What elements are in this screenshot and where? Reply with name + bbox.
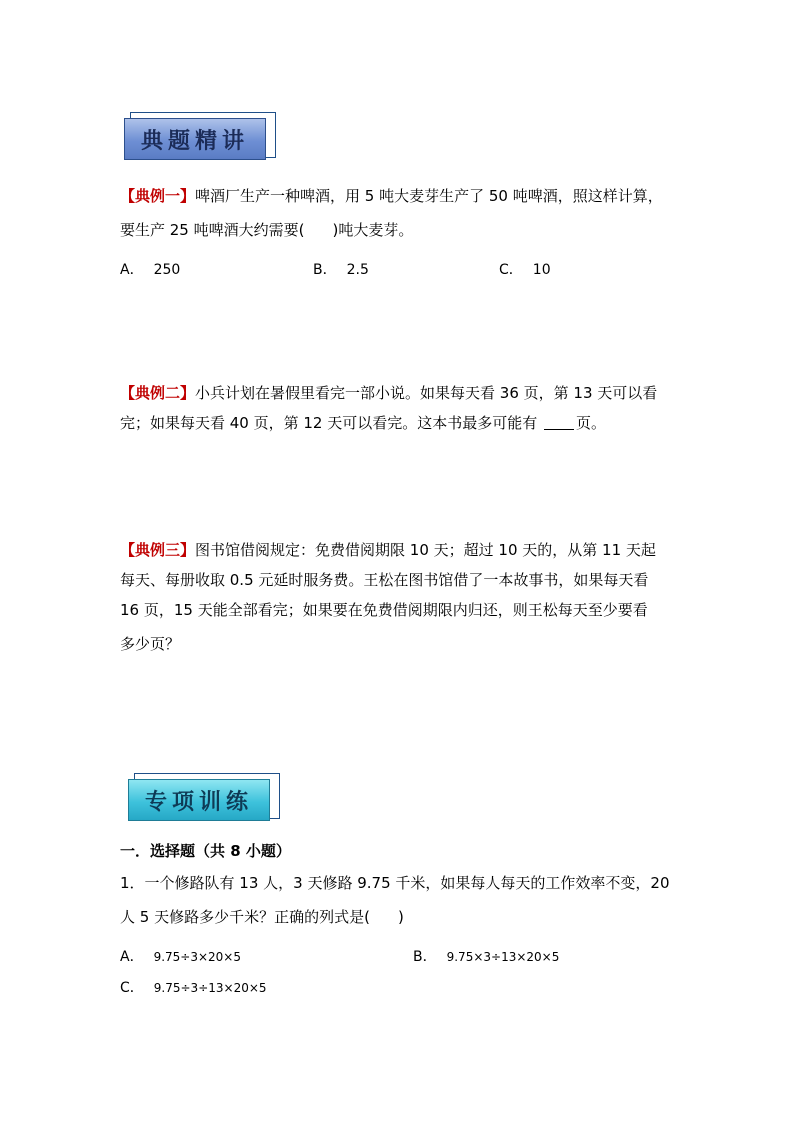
option-letter: C．: [499, 262, 523, 278]
option-value: 9.75÷3×20×5: [153, 950, 241, 964]
question-text: ): [397, 908, 404, 926]
question-1-line-1: 1．一个修路队有 13 人，3 天修路 9.75 千米，如果每人每天的工作效率不变，20: [120, 874, 670, 892]
option-value: 2.5: [346, 262, 369, 278]
section-title: 专项训练: [144, 788, 253, 815]
example-text: 啤酒厂生产一种啤酒，用 5 吨大麦芽生产了 50 吨啤酒，照这样计算，: [195, 187, 663, 205]
question-text: 人 5 天修路多少千米？正确的列式是(: [120, 908, 370, 926]
example-text: )吨大麦芽。: [332, 221, 414, 239]
q1-option-c: [120, 977, 267, 997]
option-a: [120, 259, 180, 279]
example-1-line-1: [120, 181, 663, 211]
section-title: 典题精讲: [140, 127, 249, 154]
example-text: 小兵计划在暑假里看完一部小说。如果每天看 36 页，第 13 天可以看: [195, 384, 658, 402]
example-3-line-3: 16 页，15 天能全部看完；如果要在免费借阅期限内归还，则王松每天至少要看: [120, 601, 648, 619]
example-1-line-2: [120, 215, 413, 245]
option-letter: B．: [413, 949, 437, 965]
option-letter: B．: [313, 262, 337, 278]
option-c: [499, 259, 551, 279]
example-tag: 【典例二】: [120, 384, 196, 402]
banner-face: [124, 118, 266, 160]
example-text: 页。: [576, 414, 607, 432]
example-3-line-2: 每天、每册收取 0.5 元延时服务费。王松在图书馆借了一本故事书，如果每天看: [120, 571, 649, 589]
example-2-line-1: [120, 378, 657, 408]
example-tag: 【典例三】: [120, 541, 196, 559]
option-value: 250: [153, 262, 181, 278]
section-banner-1: [124, 112, 272, 160]
example-text: 要生产 25 吨啤酒大约需要(: [120, 221, 305, 239]
answer-blank: [544, 415, 574, 430]
part-heading: 一．选择题（共 8 小题）: [120, 842, 291, 860]
option-value: 10: [532, 262, 551, 278]
option-value: 9.75×3÷13×20×5: [446, 950, 560, 964]
option-letter: A．: [120, 262, 144, 278]
banner-face: [128, 779, 270, 821]
q1-option-b: [413, 946, 559, 966]
option-letter: C．: [120, 980, 144, 996]
section-banner-2: [128, 773, 276, 821]
option-b: [313, 259, 369, 279]
question-1-line-2: [120, 902, 404, 932]
example-text: 完；如果每天看 40 页，第 12 天可以看完。这本书最多可能有: [120, 414, 543, 432]
option-value: 9.75÷3÷13×20×5: [153, 981, 267, 995]
example-2-line-2: [120, 408, 606, 438]
example-3-line-4: 多少页？: [120, 635, 181, 653]
q1-option-a: [120, 946, 241, 966]
option-letter: A．: [120, 949, 144, 965]
example-tag: 【典例一】: [120, 187, 196, 205]
example-3-line-1: [120, 535, 656, 565]
example-text: 图书馆借阅规定：免费借阅期限 10 天；超过 10 天的，从第 11 天起: [195, 541, 656, 559]
